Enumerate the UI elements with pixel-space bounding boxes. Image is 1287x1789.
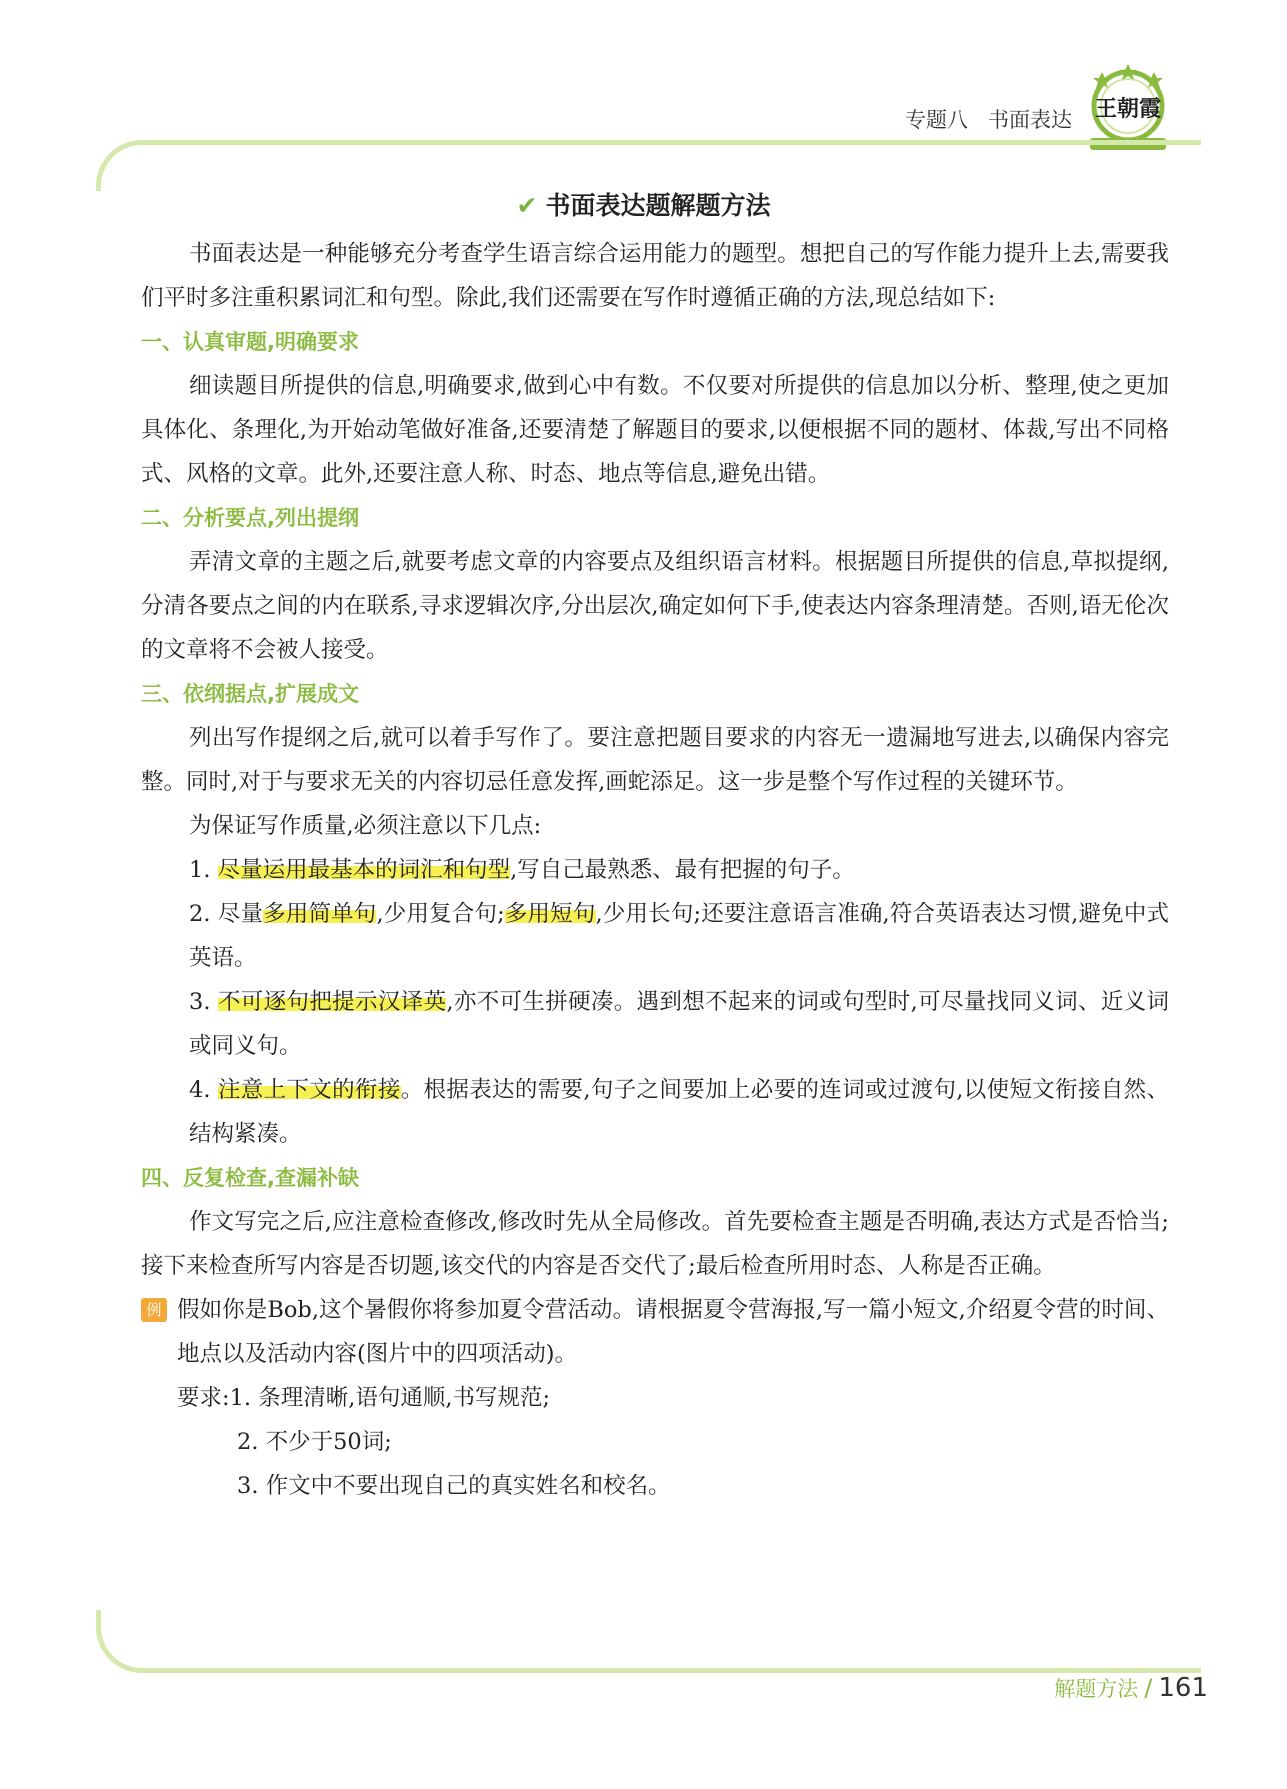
running-header [905,104,1072,134]
section-heading-4: 四、反复检查,查漏补缺 [141,1166,359,1190]
page-number: 161 [1158,1673,1208,1703]
example-prompt [141,1288,1169,1376]
highlighted-text: 多用简单句 [263,901,377,927]
point-text: 尽量 [217,901,264,927]
section-body-4: 作文写完之后,应注意检查修改,修改时先从全局修改。首先要检查主题是否明确,表达方式是否恰当;接下来检查所写内容是否切题,该交代的内容是否交代了;最后检查所用时态、人称是否正确。 [141,1209,1169,1279]
quality-point [141,848,1169,892]
point-text: ,少用长句;还要注意语言准确,符合英语表达习惯,避免中式英语。 [189,901,1169,971]
section-heading-3: 三、依纲据点,扩展成文 [141,682,359,706]
section-body-1: 细读题目所提供的信息,明确要求,做到心中有数。不仅要对所提供的信息加以分析、整理,使之更加具体化、条理化,为开始动笔做好准备,还要清楚了解题目的要求,以便根据不同的题材、体裁,写出不同格式、风格的文章。此外,还要注意人称、时态、地点等信息,避免出错。 [141,373,1169,487]
chapter-label: 专题八 [905,108,968,132]
checkmark-icon: ✔ [516,191,538,220]
section-heading-1: 一、认真审题,明确要求 [141,330,359,354]
quality-point [141,892,1169,980]
section-body-2: 弄清文章的主题之后,就要考虑文章的内容要点及组织语言材料。根据题目所提供的信息,草拟提纲,分清各要点之间的内在联系,寻求逻辑次序,分出层次,确定如何下手,使表达内容条理清楚。否则,语无伦次的文章将不会被人接受。 [141,549,1169,663]
page-title [0,186,1287,222]
requirement-label: 要求: [177,1385,230,1411]
page-frame-top [96,140,1201,191]
point-text: ,少用复合句; [376,901,505,927]
quality-point-number: 4. [189,1077,218,1103]
highlighted-text: 注意上下文的衔接 [217,1077,401,1103]
point-text: ,亦不可生拼硬凑。遇到想不起来的词或句型时,可尽量找同义词、近义词或同义句。 [189,989,1169,1059]
requirement-item: 2. 不少于50词; [237,1429,392,1455]
topic-label: 书面表达 [988,108,1072,132]
quality-lead: 为保证写作质量,必须注意以下几点: [189,813,542,839]
requirement-line-1 [141,1376,1169,1420]
footer-separator: / [1144,1674,1153,1702]
requirement-item: 3. 作文中不要出现自己的真实姓名和校名。 [237,1473,671,1499]
highlighted-text: 多用短句 [504,901,596,927]
requirement-item: 1. 条理清晰,语句通顺,书写规范; [229,1385,551,1411]
page-title-text: 书面表达题解题方法 [545,191,771,220]
point-text: ,写自己最熟悉、最有把握的句子。 [510,857,855,883]
svg-text:王朝霞: 王朝霞 [1094,96,1162,122]
quality-point-number: 1. [189,857,218,883]
example-badge-icon: 例 [141,1298,167,1322]
page-frame-bottom [96,1610,1201,1673]
section-body-3: 列出写作提纲之后,就可以着手写作了。要注意把题目要求的内容无一遗漏地写进去,以确保内容完整。同时,对于与要求无关的内容切忌任意发挥,画蛇添足。这一步是整个写作过程的关键环节。 [141,725,1169,795]
quality-point-number: 3. [189,989,218,1015]
page-footer [1054,1673,1208,1703]
quality-point [141,1068,1169,1156]
section-heading-2: 二、分析要点,列出提纲 [141,506,359,530]
quality-point-number: 2. [189,901,218,927]
quality-points-list [141,848,1169,1156]
highlighted-text: 尽量运用最基本的词汇和句型 [217,857,511,883]
point-text: 。根据表达的需要,句子之间要加上必要的连词或过渡句,以使短文衔接自然、结构紧凑。 [189,1077,1169,1147]
example-prompt-text: 假如你是Bob,这个暑假你将参加夏令营活动。请根据夏令营海报,写一篇小短文,介绍夏令营的时间、地点以及活动内容(图片中的四项活动)。 [177,1297,1169,1367]
highlighted-text: 不可逐句把提示汉译英 [217,989,447,1015]
footer-label: 解题方法 [1054,1677,1139,1701]
article-body [141,232,1169,1508]
intro-paragraph: 书面表达是一种能够充分考查学生语言综合运用能力的题型。想把自己的写作能力提升上去,需要我们平时多注重积累词汇和句型。除此,我们还需要在写作时遵循正确的方法,现总结如下: [141,241,1169,311]
quality-point [141,980,1169,1068]
